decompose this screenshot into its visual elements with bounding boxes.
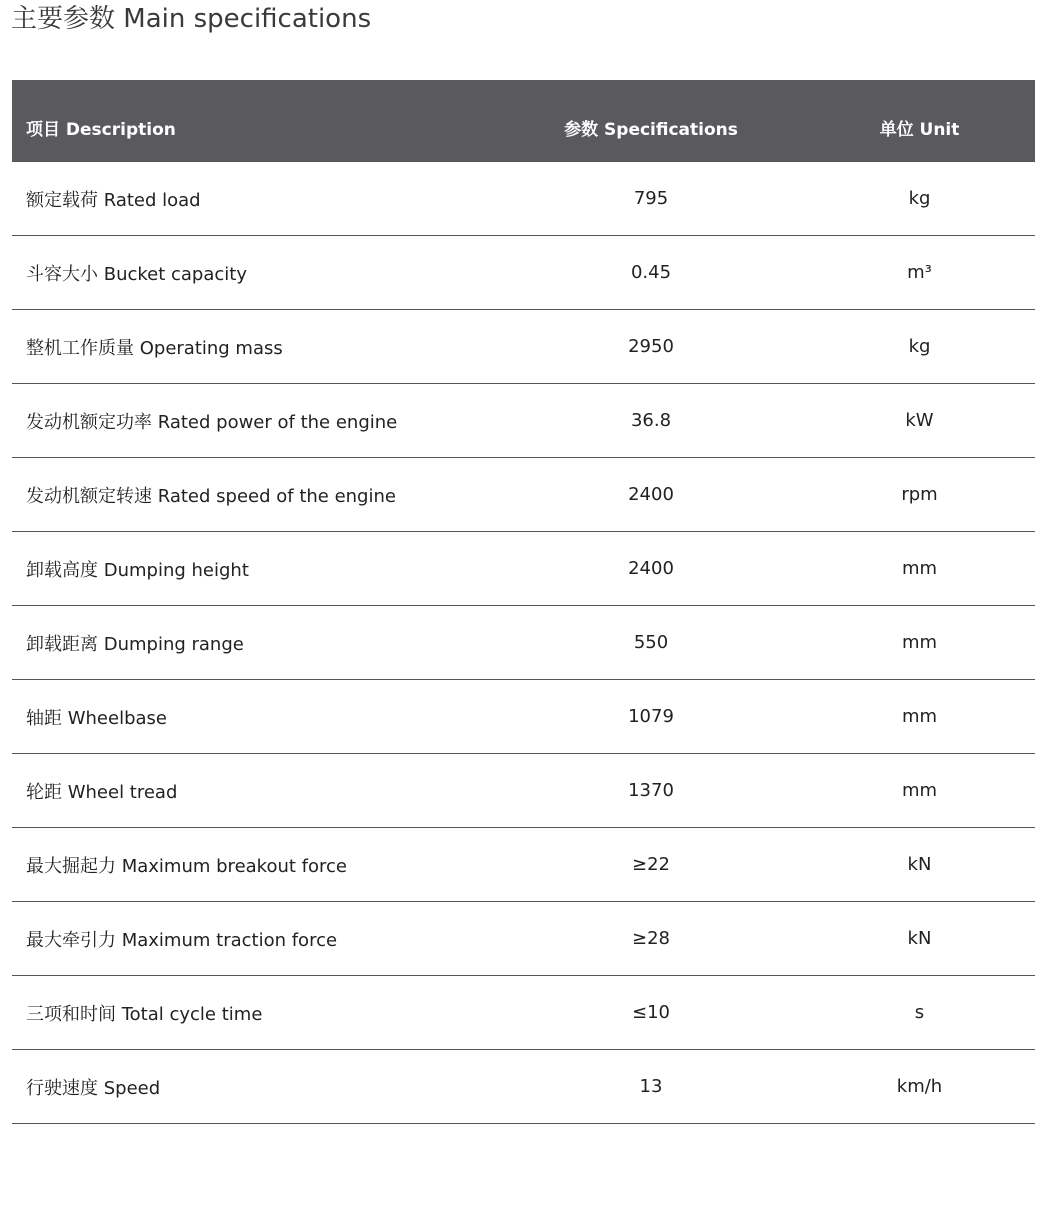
row-value: 2400 — [628, 484, 674, 505]
row-value: ≤10 — [632, 1002, 670, 1023]
table-row — [12, 236, 1035, 310]
row-unit: kg — [908, 188, 931, 209]
table-row — [12, 162, 1035, 236]
table-row — [12, 1050, 1035, 1124]
row-value: ≥22 — [632, 854, 670, 875]
row-description: 轴距 Wheelbase — [26, 707, 167, 729]
row-description: 发动机额定转速 Rated speed of the engine — [26, 485, 396, 507]
row-value: ≥28 — [632, 928, 670, 949]
header-specifications: 参数 Specifications — [564, 120, 738, 140]
row-unit: s — [914, 1002, 925, 1023]
row-value: 2400 — [628, 558, 674, 579]
row-description: 整机工作质量 Operating mass — [26, 337, 283, 359]
row-unit: mm — [901, 706, 938, 727]
row-value: 0.45 — [630, 262, 672, 283]
row-description: 轮距 Wheel tread — [26, 781, 178, 803]
table-row — [12, 976, 1035, 1050]
row-value: 13 — [639, 1076, 663, 1097]
row-description: 三项和时间 Total cycle time — [26, 1003, 263, 1025]
row-unit: mm — [901, 632, 938, 653]
table-row — [12, 606, 1035, 680]
row-unit: mm — [901, 558, 938, 579]
row-description: 最大牵引力 Maximum traction force — [26, 929, 338, 951]
row-description: 卸载高度 Dumping height — [26, 559, 249, 581]
row-value: 1079 — [628, 706, 674, 727]
row-unit: kN — [907, 854, 932, 875]
row-unit: m³ — [907, 262, 932, 283]
row-description: 卸载距离 Dumping range — [26, 633, 244, 655]
row-value: 795 — [633, 188, 669, 209]
header-unit: 单位 Unit — [879, 120, 960, 140]
row-value: 550 — [633, 632, 669, 653]
table-row — [12, 680, 1035, 754]
row-description: 发动机额定功率 Rated power of the engine — [26, 411, 398, 433]
row-unit: kW — [905, 410, 934, 431]
table-row — [12, 532, 1035, 606]
row-description: 额定载荷 Rated load — [26, 189, 201, 211]
table-row — [12, 384, 1035, 458]
row-unit: kN — [907, 928, 932, 949]
row-description: 行驶速度 Speed — [26, 1077, 161, 1099]
table-row — [12, 310, 1035, 384]
row-unit: km/h — [896, 1076, 943, 1097]
row-value: 36.8 — [630, 410, 672, 431]
table-row — [12, 902, 1035, 976]
table-row — [12, 458, 1035, 532]
row-value: 1370 — [628, 780, 674, 801]
header-description: 项目 Description — [26, 120, 176, 140]
specifications-table — [12, 80, 1035, 1124]
page-title: 主要参数 Main specifications — [11, 4, 372, 34]
table-header — [12, 80, 1035, 162]
row-unit: rpm — [901, 484, 938, 505]
row-description: 最大掘起力 Maximum breakout force — [26, 855, 347, 877]
table-row — [12, 828, 1035, 902]
row-value: 2950 — [628, 336, 674, 357]
row-unit: mm — [901, 780, 938, 801]
table-row — [12, 754, 1035, 828]
row-unit: kg — [908, 336, 931, 357]
row-description: 斗容大小 Bucket capacity — [26, 263, 248, 285]
